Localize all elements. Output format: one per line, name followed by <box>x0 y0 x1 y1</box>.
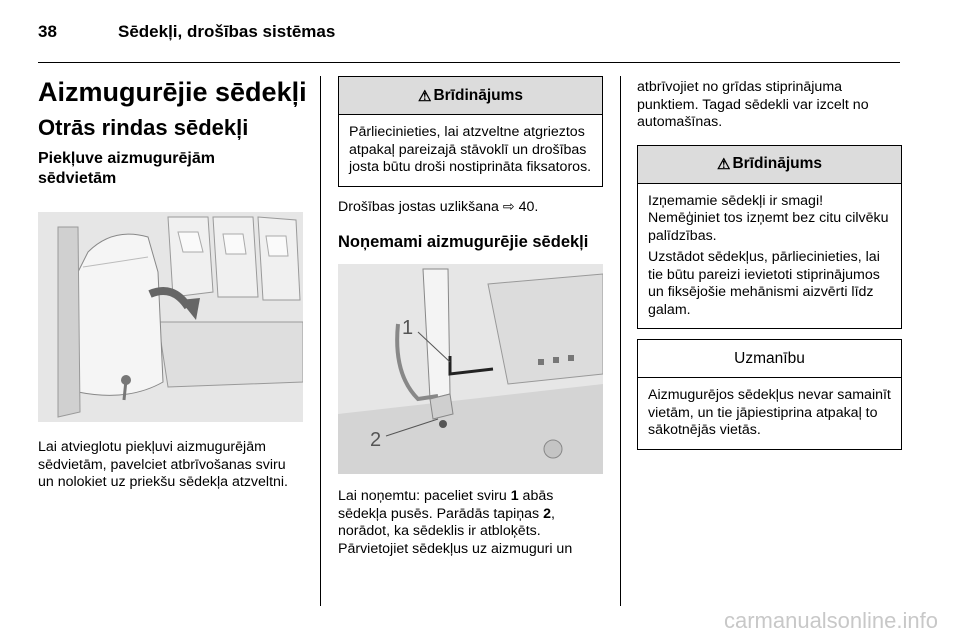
page-reference-icon: ⇨ <box>502 198 515 215</box>
removal-paragraph <box>338 488 603 558</box>
section-title: Sēdekļi, drošības sistēmas <box>118 22 336 41</box>
warning-box-2 <box>637 145 902 330</box>
seat-illustration <box>38 212 303 422</box>
lever-number: 1 <box>510 488 519 504</box>
section-subtitle: Otrās rindas sēdekļi <box>38 115 249 140</box>
warning-box-2-text-1: Izņemamie sēdekļi ir smagi! Nemēģiniet tos izņemt bez citu cilvēku palīdzības. <box>648 192 889 244</box>
caution-box-text: Aizmugurējos sēdekļus nevar samainīt vietām, un tie jāpiestiprina atpakaļ to sākotnējās vietās. <box>648 387 891 438</box>
pin-number: 2 <box>543 505 551 522</box>
seatbelt-reference-text: Drošības jostas uzlikšana <box>338 198 503 215</box>
access-heading-line1: Piekļuve aizmugurējām <box>38 150 215 167</box>
column-divider-2 <box>620 76 621 606</box>
column-divider-1 <box>320 76 321 606</box>
seat-drawing <box>38 212 303 422</box>
removal-text-1: Lai noņemtu: paceliet sviru <box>338 488 511 504</box>
figure-label-1: 1 <box>402 317 414 339</box>
warning-box-2-title: Brīdinājums <box>732 155 823 172</box>
warning-triangle-icon: ⚠ <box>417 87 432 105</box>
removal-text-2: abās sēdekļa pusēs. Parādās tapiņas <box>338 488 554 522</box>
figure-label-2: 2 <box>370 429 382 451</box>
caution-box-header <box>638 340 901 378</box>
seat-lever-illustration <box>338 264 603 474</box>
watermark: carmanualsonline.info <box>723 608 938 633</box>
warning-box-1-header <box>339 77 602 115</box>
seatbelt-reference-page: 40. <box>518 198 539 215</box>
column-2 <box>338 76 603 558</box>
page-title: Aizmugurējie sēdekļi <box>38 77 307 107</box>
caution-box-title: Uzmanību <box>734 349 805 367</box>
access-heading <box>38 149 303 189</box>
warning-triangle-icon: ⚠ <box>716 156 731 173</box>
lever-drawing <box>338 264 603 474</box>
access-paragraph: Lai atvieglotu piekļuvi aizmugurējām sēdvietām, pavelciet atbrīvošanas sviru un nolokiet uz priekšu sēdekļa atzveltni. <box>38 439 288 490</box>
warning-box-1 <box>338 76 603 187</box>
continued-paragraph: atbrīvojiet no grīdas stiprinājuma punktiem. Tagad sēdekli var izcelt no automašīnas. <box>637 79 869 130</box>
removable-seats-heading: Noņemami aizmugurējie sēdekļi <box>338 233 589 251</box>
column-3 <box>637 76 902 450</box>
removal-text-3: , norādot, ka sēdeklis ir atbloķēts. Pārvietojiet sēdekļus uz aizmuguri un <box>338 505 573 557</box>
seatbelt-reference <box>338 199 603 217</box>
caution-box <box>637 339 902 450</box>
warning-box-2-text-2: Uzstādot sēdekļus, pārliecinieties, lai tie būtu pareizi ievietoti stiprinājumos un fiksējošie mehānismi aizvērti līdz galam. <box>648 249 880 318</box>
header-rule <box>38 62 900 63</box>
warning-box-1-title: Brīdinājums <box>433 86 524 104</box>
column-1 <box>38 76 307 492</box>
page-number: 38 <box>38 22 57 41</box>
access-heading-line2: sēdvietām <box>38 170 117 187</box>
warning-box-2-header <box>638 146 901 184</box>
warning-box-1-text: Pārliecinieties, lai atzveltne atgrieztos atpakaļ pareizajā stāvoklī un drošības josta būtu droši nostiprināta fiksatoros. <box>349 124 592 175</box>
